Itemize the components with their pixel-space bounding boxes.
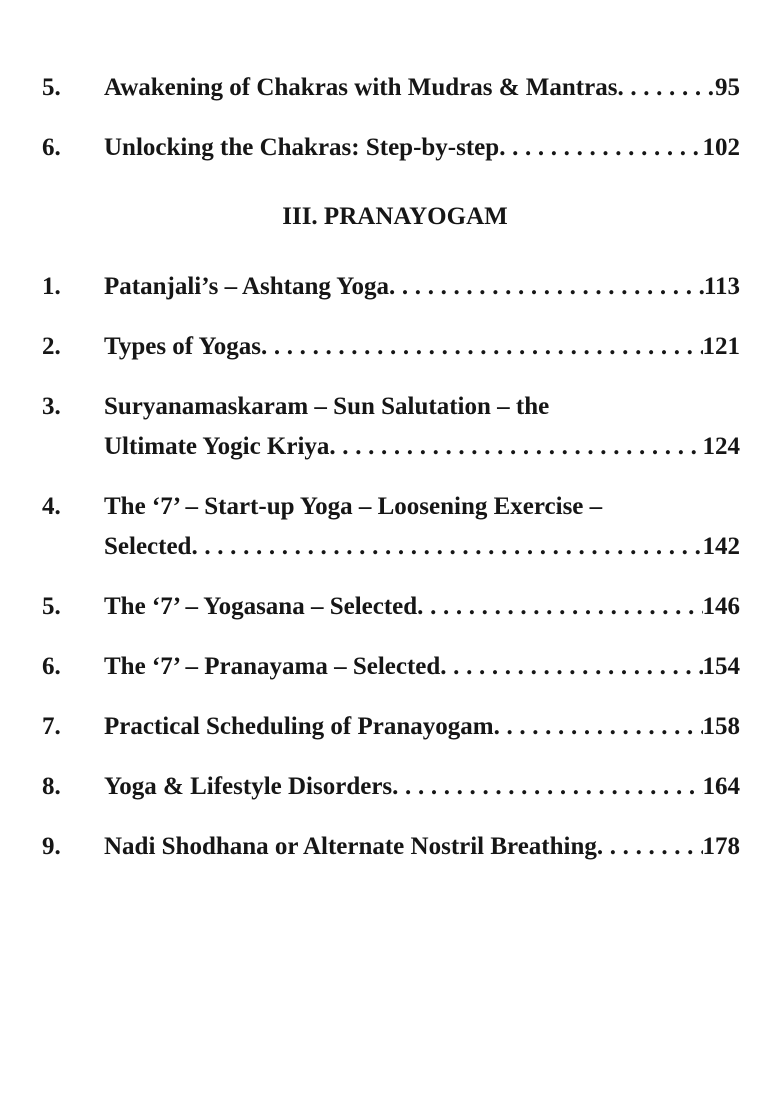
entry-body <box>104 387 740 467</box>
entry-body <box>104 767 740 807</box>
entry-title: Unlocking the Chakras: Step-by-step <box>104 134 500 161</box>
toc-entry <box>0 487 780 567</box>
entry-number: 2. <box>42 333 61 360</box>
toc-entry <box>0 827 780 867</box>
entry-number: 3. <box>42 393 61 420</box>
entry-title: Selected <box>104 533 192 560</box>
toc-entry <box>0 128 780 168</box>
toc-entry <box>0 327 780 367</box>
entry-title: Practical Scheduling of Pranayogam <box>104 713 494 740</box>
toc-entries-previous-section <box>0 68 780 168</box>
entry-number: 5. <box>42 593 61 620</box>
page-number: 158 <box>702 713 740 740</box>
page-number: 121 <box>702 333 740 360</box>
page-number: 102 <box>702 134 740 161</box>
entry-line <box>104 427 740 467</box>
page-number: 95 <box>715 74 740 101</box>
dot-leader <box>389 267 704 307</box>
toc-entry <box>0 68 780 108</box>
entry-title: The ‘7’ – Start-up Yoga – Loosening Exercise – <box>104 493 603 520</box>
page-number: 124 <box>702 433 740 460</box>
entry-body <box>104 647 740 687</box>
entry-number: 6. <box>42 653 61 680</box>
page-number: 178 <box>702 833 740 860</box>
dot-leader <box>499 128 702 168</box>
dot-leader <box>417 587 702 627</box>
dot-leader <box>392 767 702 807</box>
entry-body <box>104 827 740 867</box>
entry-number: 8. <box>42 773 61 800</box>
page-number: 164 <box>702 773 740 800</box>
entry-line <box>104 707 740 747</box>
page-number: 154 <box>702 653 740 680</box>
entry-line <box>104 267 740 307</box>
dot-leader <box>440 647 702 687</box>
toc-entry <box>0 587 780 627</box>
page-number: 113 <box>703 273 740 300</box>
entry-title: Suryanamaskaram – Sun Salutation – the <box>104 393 550 420</box>
entry-number: 1. <box>42 273 61 300</box>
toc-entry <box>0 647 780 687</box>
toc-entry <box>0 267 780 307</box>
dot-leader <box>191 527 702 567</box>
entry-line <box>104 527 740 567</box>
entry-title: Patanjali’s – Ashtang Yoga <box>104 273 389 300</box>
entry-body <box>104 487 740 567</box>
toc-entry <box>0 707 780 747</box>
entry-line <box>104 327 740 367</box>
entry-line <box>104 587 740 627</box>
entry-line <box>104 387 740 427</box>
entry-number: 9. <box>42 833 61 860</box>
entry-body <box>104 707 740 747</box>
entry-number: 7. <box>42 713 61 740</box>
entry-title: Awakening of Chakras with Mudras & Mantras <box>104 74 618 101</box>
dot-leader <box>261 327 703 367</box>
entry-number: 5. <box>42 74 61 101</box>
entry-title: The ‘7’ – Pranayama – Selected <box>104 653 441 680</box>
entry-body <box>104 68 740 108</box>
entry-number: 6. <box>42 134 61 161</box>
entry-number: 4. <box>42 493 61 520</box>
entry-title: Nadi Shodhana or Alternate Nostril Breathing <box>104 833 597 860</box>
entry-line <box>104 128 740 168</box>
entry-body <box>104 128 740 168</box>
entry-line <box>104 767 740 807</box>
entry-line <box>104 68 740 108</box>
toc-entry <box>0 767 780 807</box>
entry-title: Types of Yogas <box>104 333 261 360</box>
toc-entries-pranayogam <box>0 267 780 867</box>
entry-body <box>104 327 740 367</box>
toc-entry <box>0 387 780 467</box>
dot-leader <box>617 68 715 108</box>
entry-line <box>104 827 740 867</box>
entry-body <box>104 267 740 307</box>
page-number: 142 <box>702 533 740 560</box>
dot-leader <box>494 707 703 747</box>
page-number: 146 <box>702 593 740 620</box>
dot-leader <box>329 427 702 467</box>
entry-line <box>104 647 740 687</box>
section-heading: III. PRANAYOGAM <box>282 203 508 230</box>
entry-title: Yoga & Lifestyle Disorders <box>104 773 393 800</box>
entry-title: Ultimate Yogic Kriya <box>104 433 330 460</box>
entry-line <box>104 487 740 527</box>
dot-leader <box>597 827 703 867</box>
entry-body <box>104 587 740 627</box>
entry-title: The ‘7’ – Yogasana – Selected <box>104 593 418 620</box>
